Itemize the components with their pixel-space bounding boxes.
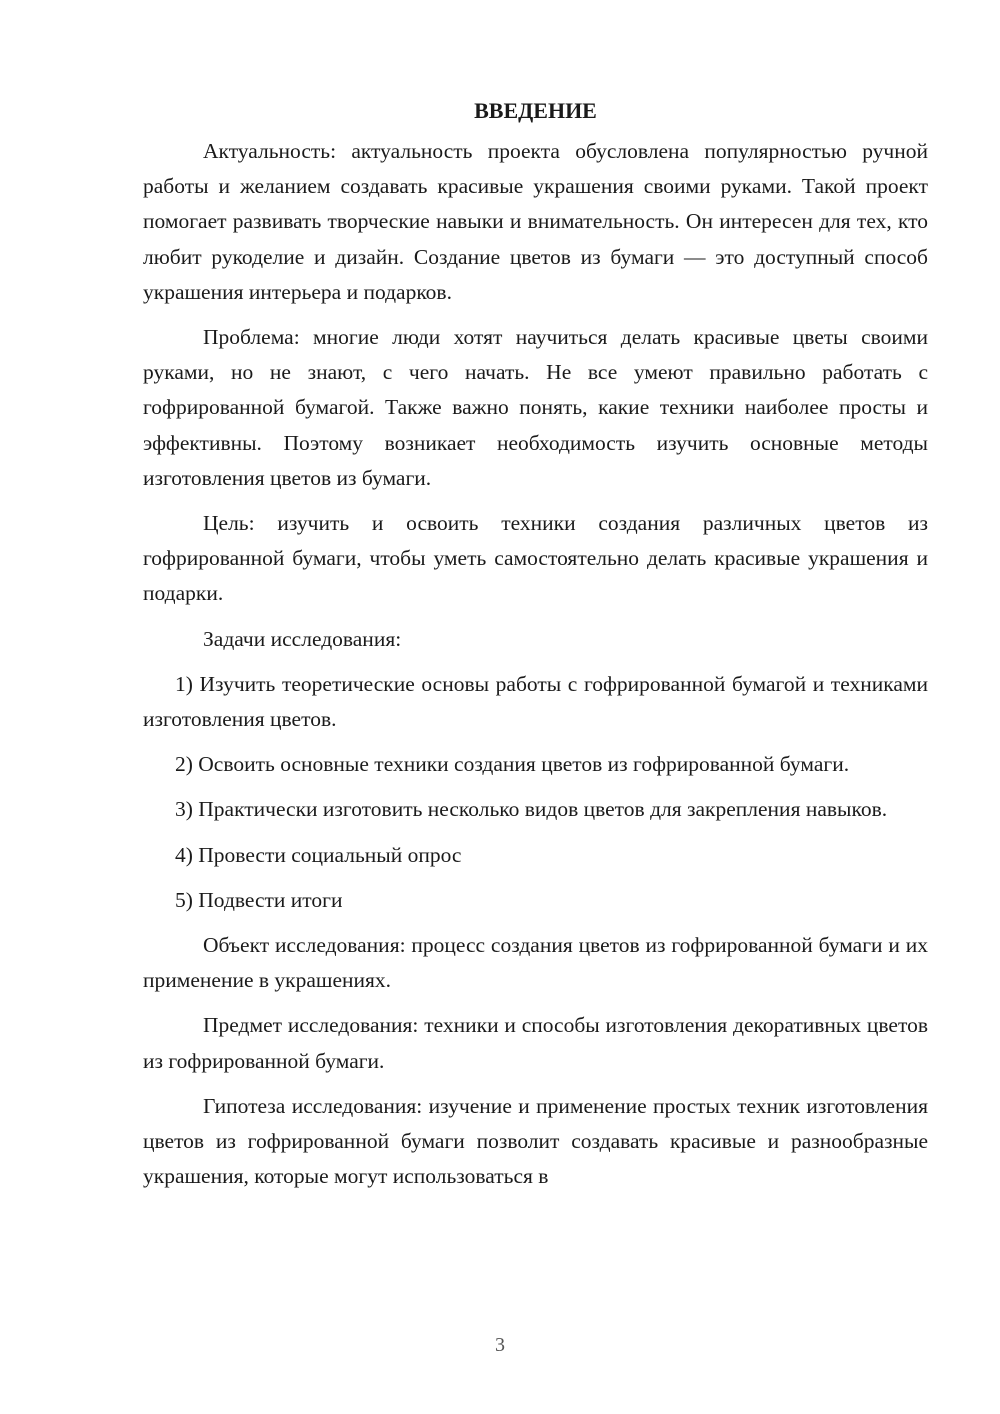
task-item-2: 2) Освоить основные техники создания цветов из гофрированной бумаги. bbox=[175, 752, 850, 777]
page-title: ВВЕДЕНИЕ bbox=[474, 98, 597, 123]
problem-paragraph: Проблема: многие люди хотят научиться делать красивые цветы своими руками, но не знают, с чего начать. Не все умеют правильно работать с гофрированной бумагой. Также важно понять, какие техники наиболее просты и эффективны. Поэтому возникает необходимость изучить основные методы изготовления цветов из бумаги. bbox=[143, 325, 928, 490]
task-item-4: 4) Провести социальный опрос bbox=[175, 842, 462, 867]
tasks-heading: Задачи исследования: bbox=[203, 626, 402, 651]
relevance-paragraph: Актуальность: актуальность проекта обусловлена популярностью ручной работы и желанием создавать красивые украшения своими руками. Такой проект помогает развивать творческие навыки и внимательность. Он интересен для тех, кто любит рукоделие и дизайн. Создание цветов из бумаги — это доступный способ украшения интерьера и подарков. bbox=[143, 139, 928, 304]
goal-paragraph: Цель: изучить и освоить техники создания различных цветов из гофрированной бумаги, чтобы уметь самостоятельно делать красивые украшения и подарки. bbox=[143, 511, 928, 606]
document-page bbox=[143, 94, 928, 1204]
task-item-5: 5) Подвести итоги bbox=[175, 887, 343, 912]
hypothesis-paragraph: Гипотеза исследования: изучение и применение простых техник изготовления цветов из гофрированной бумаги позволит создавать красивые и разнообразные украшения, которые могут использоваться в bbox=[143, 1093, 928, 1189]
task-item-1: 1) Изучить теоретические основы работы с гофрированной бумагой и техниками изготовления цветов. bbox=[143, 671, 928, 732]
task-item-3: 3) Практически изготовить несколько видов цветов для закрепления навыков. bbox=[175, 797, 888, 822]
page-number: 3 bbox=[495, 1334, 505, 1356]
subject-paragraph: Предмет исследования: техники и способы изготовления декоративных цветов из гофрированной бумаги. bbox=[143, 1013, 928, 1073]
object-paragraph: Объект исследования: процесс создания цветов из гофрированной бумаги и их применение в украшениях. bbox=[143, 933, 928, 993]
